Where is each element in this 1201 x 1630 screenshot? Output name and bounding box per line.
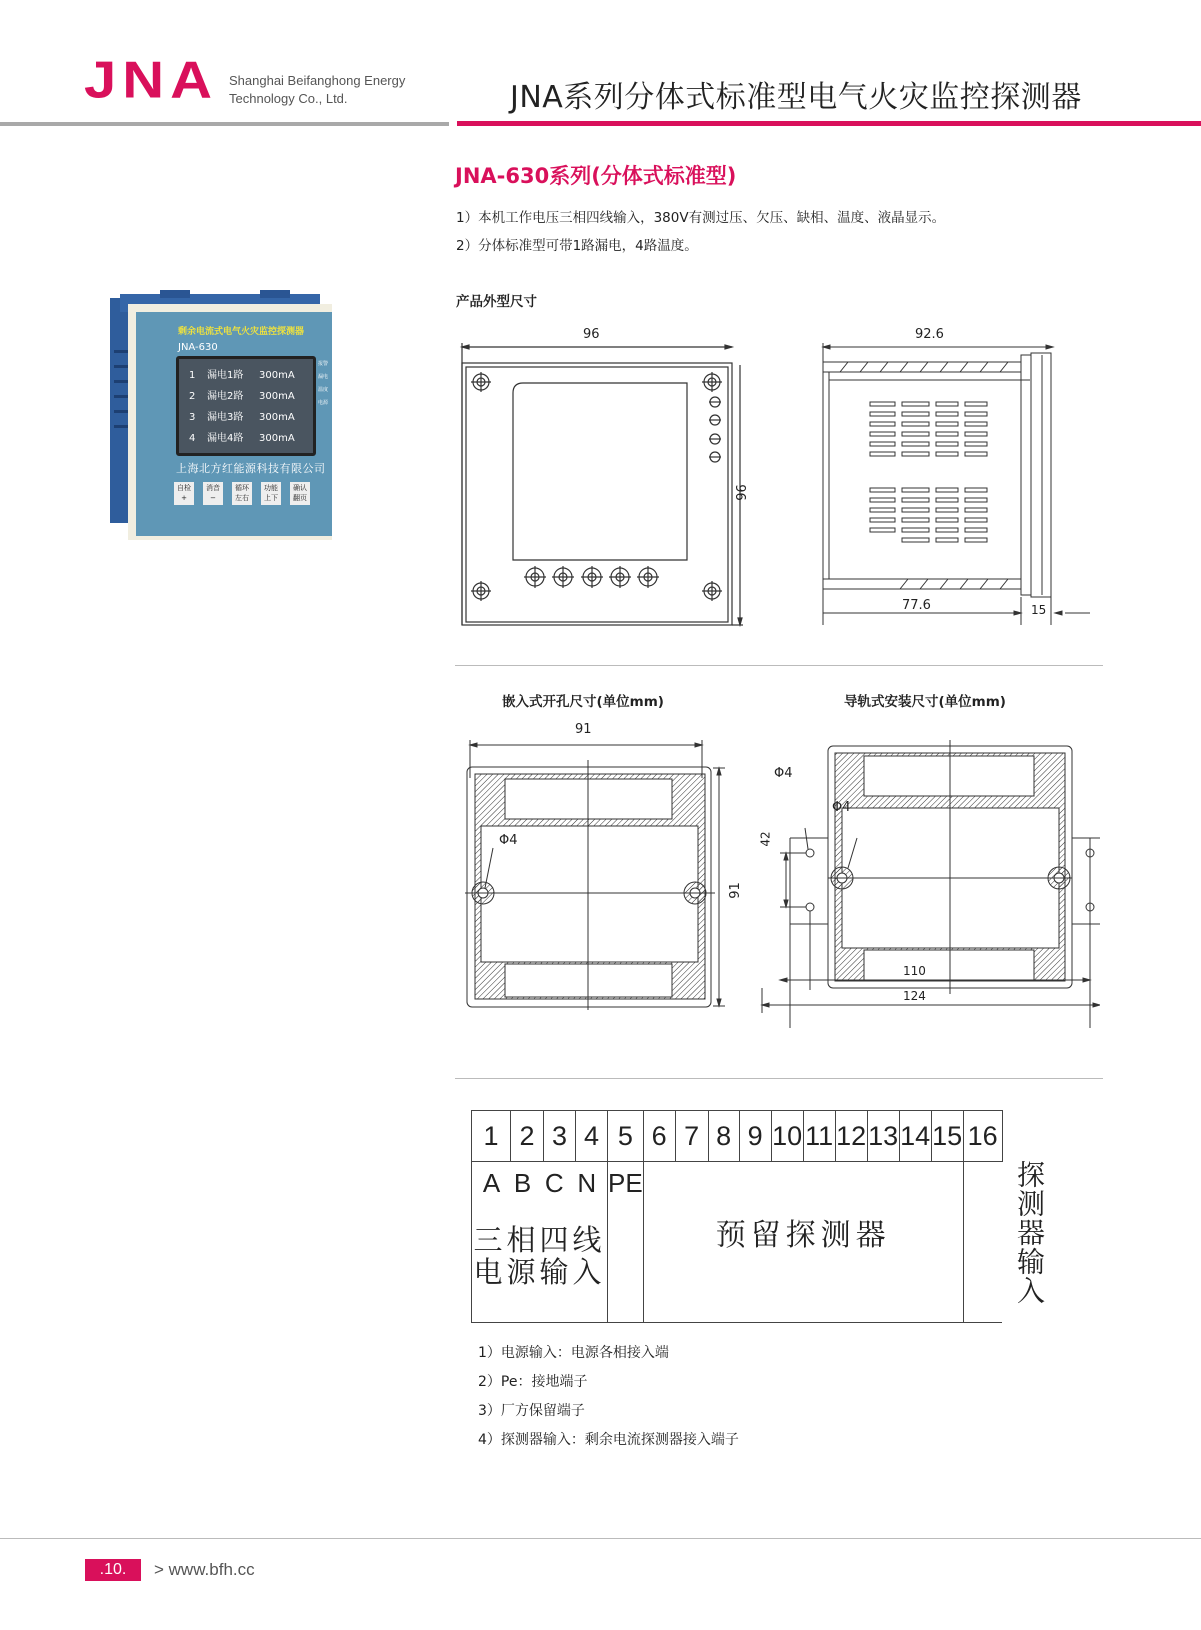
jna-logo: JNA	[84, 50, 219, 110]
terminal-number: 12	[835, 1111, 867, 1162]
side-body-dim: 77.6	[902, 598, 931, 613]
feature-1: 1）本机工作电压三相四线输入，380V有测过压、欠压、缺相、温度、液晶显示。	[456, 210, 946, 226]
terminal-number: 13	[867, 1111, 899, 1162]
terminal-number: 5	[608, 1111, 644, 1162]
terminal-number: 8	[708, 1111, 739, 1162]
feature-2: 2）分体标准型可带1路漏电，4路温度。	[456, 238, 698, 254]
cutout-width-dim: 91	[575, 722, 592, 737]
led-leakage: 漏电	[318, 374, 329, 380]
front-width-dim: 96	[583, 327, 600, 342]
rail-hole1-dim: Φ4	[774, 766, 793, 781]
terminal-number: 16	[963, 1111, 1002, 1162]
power-input-label: 三相四线 电源输入	[473, 1225, 606, 1289]
panel-model: JNA-630	[178, 342, 218, 353]
company-line-1: Shanghai Beifanghong Energy	[229, 73, 406, 88]
phase-labels: A B C N	[482, 1168, 597, 1198]
side-view-drawing	[820, 327, 1110, 635]
terminal-number: 2	[511, 1111, 544, 1162]
rail-label: 导轨式安装尺寸(单位mm)	[844, 694, 1006, 710]
led-alarm: 报警	[318, 361, 329, 367]
panel-title: 剩余电流式电气火灾监控探测器	[178, 327, 305, 337]
detector-spacer	[963, 1162, 1002, 1323]
cutout-drawing	[465, 722, 745, 1018]
header-rule-magenta	[457, 121, 1201, 126]
terminal-number: 6	[643, 1111, 675, 1162]
section-divider	[455, 665, 1103, 666]
lcd-row: 1 漏电1路 300mA	[189, 370, 295, 381]
reserved-detector-cell: 预留探测器	[643, 1162, 963, 1323]
note-4: 4）探测器输入：剩余电流探测器接入端子	[478, 1432, 739, 1448]
terminal-number: 3	[544, 1111, 576, 1162]
pe-cell: PE	[608, 1162, 644, 1323]
website-link[interactable]: > www.bfh.cc	[154, 1560, 255, 1579]
detector-input-label: 探测器输入	[1013, 1160, 1046, 1305]
terminal-number: 14	[899, 1111, 931, 1162]
panel-button: 功能 上下	[261, 482, 281, 505]
rail-drawing	[760, 728, 1100, 1028]
terminal-number: 9	[739, 1111, 771, 1162]
front-height-dim: 96	[731, 484, 747, 501]
rail-inner-dim: 110	[903, 964, 926, 978]
terminal-number: 15	[931, 1111, 963, 1162]
outline-label: 产品外型尺寸	[456, 294, 537, 310]
panel-button: 自检 +	[174, 482, 194, 505]
terminal-number: 7	[675, 1111, 708, 1162]
footer-rule	[0, 1538, 1201, 1539]
indicator-leds	[318, 358, 328, 410]
side-depth-dim: 92.6	[915, 327, 944, 342]
led-power: 电源	[318, 400, 329, 406]
rail-pitch-dim: 42	[758, 831, 773, 847]
terminal-number: 4	[576, 1111, 608, 1162]
lcd-row: 3 漏电3路 300mA	[189, 412, 295, 423]
panel-button: 消音 −	[203, 482, 223, 505]
terminal-number: 11	[803, 1111, 835, 1162]
panel-button: 循环 左右	[232, 482, 252, 505]
rail-hole2-dim: Φ4	[832, 800, 851, 815]
section-divider	[455, 1078, 1103, 1079]
panel-button: 确认 翻页	[290, 482, 310, 505]
note-3: 3）厂方保留端子	[478, 1403, 585, 1419]
product-title: JNA-630系列(分体式标准型)	[455, 164, 737, 188]
terminal-number: 1	[472, 1111, 511, 1162]
panel-buttons	[174, 482, 310, 505]
cutout-label: 嵌入式开孔尺寸(单位mm)	[502, 694, 664, 710]
company-line-2: Technology Co., Ltd.	[229, 91, 348, 106]
terminal-diagram	[471, 1110, 1046, 1323]
cutout-height-dim: 91	[727, 882, 743, 899]
power-input-cell	[472, 1162, 608, 1323]
lcd-screen	[176, 356, 316, 456]
lcd-row: 2 漏电2路 300mA	[189, 391, 295, 402]
terminal-number: 10	[771, 1111, 803, 1162]
panel-maker: 上海北方红能源科技有限公司	[176, 462, 326, 475]
rail-outer-dim: 124	[903, 989, 926, 1003]
led-temperature: 温度	[318, 387, 329, 393]
page-title: JNA系列分体式标准型电气火灾监控探测器	[510, 80, 1082, 115]
note-1: 1）电源输入：电源各相接入端	[478, 1345, 669, 1361]
device-photo	[110, 290, 332, 540]
note-2: 2）Pe：接地端子	[478, 1374, 588, 1390]
cutout-hole-dim: Φ4	[499, 833, 518, 848]
header-rule-gray	[0, 122, 449, 126]
company-name	[229, 72, 405, 108]
page-number: .10.	[85, 1559, 141, 1581]
side-front-dim: 15	[1031, 603, 1047, 617]
lcd-row: 4 漏电4路 300mA	[189, 433, 295, 444]
front-view-drawing	[455, 327, 755, 635]
